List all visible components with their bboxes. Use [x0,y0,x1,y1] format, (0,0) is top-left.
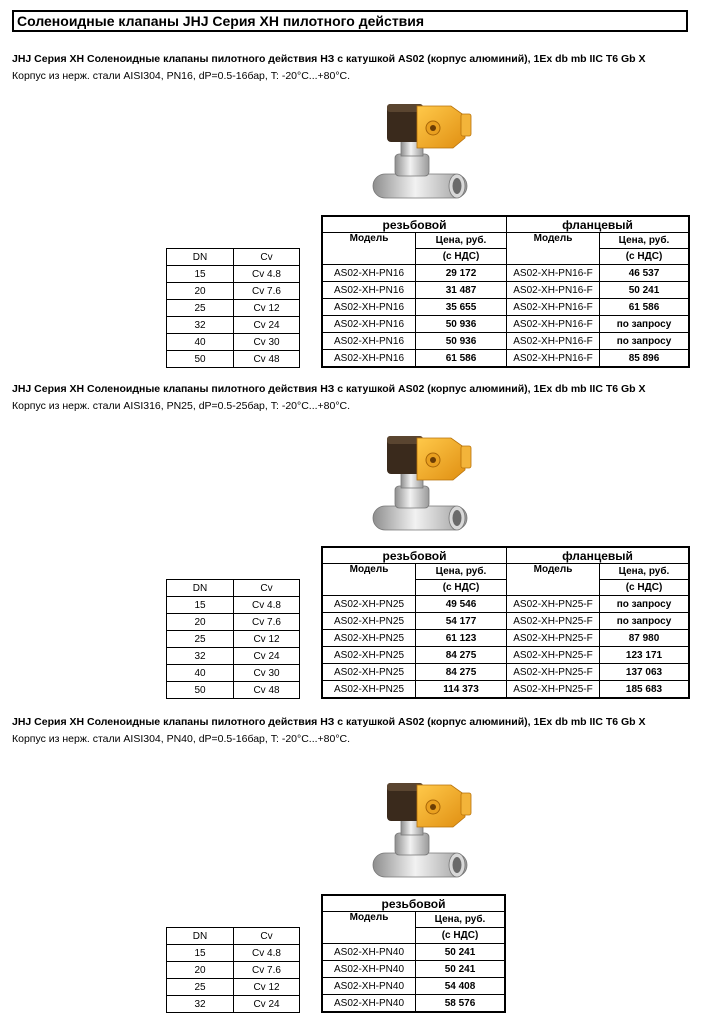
table-row [322,333,689,350]
table-row [167,665,300,682]
table-cell: 15 [167,945,234,962]
group-threaded: резьбовой [322,216,507,233]
table-cell: 32 [167,996,234,1013]
table-cell: 58 576 [416,995,506,1013]
table-cell: Cv 24 [234,317,300,334]
table-cell: Цена, руб. [416,912,506,928]
table-row [322,647,689,664]
table-cell: AS02-XH-PN25-F [507,647,600,664]
table-cell: Cv 30 [234,334,300,351]
table-cell: 15 [167,266,234,283]
table-cell: 137 063 [600,664,690,681]
table-row [167,631,300,648]
table-cell: DN [167,928,234,945]
table-cell: Модель [322,233,416,265]
valve-product-image [365,775,485,885]
table-cell: AS02-XH-PN16-F [507,316,600,333]
table-cell: AS02-XH-PN40 [322,978,416,995]
table-row [322,350,689,368]
table-cell: Цена, руб. [416,233,507,249]
table-cell: AS02-XH-PN40 [322,995,416,1013]
valve-product-image [365,96,485,206]
table-cell: 84 275 [416,647,507,664]
table-row [167,597,300,614]
table-row [322,316,689,333]
table-cell: 54 408 [416,978,506,995]
table-cell: Модель [507,233,600,265]
dn-cv-table [166,579,300,699]
table-row [167,945,300,962]
table-row [167,614,300,631]
section-3-heading: JHJ Серия XH Соленоидные клапаны пилотного действия НЗ с катушкой AS02 (корпус алюминий), 1Ex db mb IIC T6 Gb X [12,716,646,728]
table-cell: 50 241 [416,944,506,961]
table-cell: Cv [234,580,300,597]
table-cell: 114 373 [416,681,507,699]
table-cell: AS02-XH-PN25 [322,630,416,647]
table-cell: AS02-XH-PN16 [322,333,416,350]
section-2-heading: JHJ Серия XH Соленоидные клапаны пилотного действия НЗ с катушкой AS02 (корпус алюминий), 1Ex db mb IIC T6 Gb X [12,383,646,395]
table-cell: AS02-XH-PN25 [322,613,416,630]
table-cell: Цена, руб. [600,233,690,249]
table-cell: AS02-XH-PN25 [322,664,416,681]
dn-cv-table [166,927,300,1013]
table-row [167,334,300,351]
table-cell: Cv 4.8 [234,945,300,962]
table-cell: 15 [167,597,234,614]
table-cell: 20 [167,614,234,631]
table-cell: AS02-XH-PN25-F [507,681,600,699]
table-cell: AS02-XH-PN25-F [507,664,600,681]
table-cell: AS02-XH-PN16-F [507,350,600,368]
table-cell: 50 936 [416,316,507,333]
table-row [167,979,300,996]
table-row [167,682,300,699]
table-row [167,962,300,979]
table-cell: Cv 24 [234,648,300,665]
table-row [167,648,300,665]
table-row [322,961,505,978]
table-cell: 50 241 [416,961,506,978]
section-1-heading: JHJ Серия XH Соленоидные клапаны пилотного действия НЗ с катушкой AS02 (корпус алюминий), 1Ex db mb IIC T6 Gb X [12,53,646,65]
table-cell: Cv 12 [234,979,300,996]
table-cell: Cv 24 [234,996,300,1013]
table-cell: по запросу [600,596,690,613]
table-cell: 61 123 [416,630,507,647]
table-cell: AS02-XH-PN16-F [507,333,600,350]
table-cell: 185 683 [600,681,690,699]
table-cell: 50 936 [416,333,507,350]
table-cell: AS02-XH-PN16 [322,350,416,368]
table-cell: Cv 4.8 [234,266,300,283]
table-cell: Цена, руб. [600,564,690,580]
table-cell: 20 [167,962,234,979]
table-cell: AS02-XH-PN25 [322,681,416,699]
table-cell: Цена, руб. [416,564,507,580]
valve-product-image [365,428,485,538]
table-cell: Cv 12 [234,631,300,648]
table-cell: 87 980 [600,630,690,647]
table-cell: 40 [167,665,234,682]
table-row [167,266,300,283]
table-cell: AS02-XH-PN40 [322,961,416,978]
table-cell: Модель [322,564,416,596]
table-cell: 29 172 [416,265,507,282]
table-cell: DN [167,249,234,266]
table-cell: AS02-XH-PN25 [322,596,416,613]
table-cell: AS02-XH-PN25-F [507,630,600,647]
table-row [167,351,300,368]
table-cell: Cv 12 [234,300,300,317]
table-cell: AS02-XH-PN25 [322,647,416,664]
table-cell: Модель [507,564,600,596]
table-cell: DN [167,580,234,597]
table-cell: 50 [167,351,234,368]
table-cell: Cv 7.6 [234,283,300,300]
table-row [322,596,689,613]
table-cell: 84 275 [416,664,507,681]
table-cell: 123 171 [600,647,690,664]
price-table [321,215,690,368]
table-cell: по запросу [600,613,690,630]
price-table [321,894,506,1013]
table-cell: Модель [322,912,416,944]
table-cell: (с НДС) [600,580,690,596]
price-table [321,546,690,699]
table-cell: AS02-XH-PN16 [322,299,416,316]
table-cell: 20 [167,283,234,300]
table-cell: AS02-XH-PN16-F [507,299,600,316]
table-cell: (с НДС) [416,580,507,596]
table-cell: 25 [167,631,234,648]
table-cell: (с НДС) [416,928,506,944]
table-row [322,613,689,630]
table-row [167,996,300,1013]
table-cell: AS02-XH-PN16 [322,265,416,282]
page-title: Соленоидные клапаны JHJ Серия XH пилотного действия [12,10,688,32]
table-cell: AS02-XH-PN16 [322,282,416,299]
table-cell: Cv [234,928,300,945]
table-cell: (с НДС) [600,249,690,265]
dn-cv-table [166,248,300,368]
group-threaded: резьбовой [322,547,507,564]
table-cell: 35 655 [416,299,507,316]
table-cell: AS02-XH-PN40 [322,944,416,961]
table-cell: AS02-XH-PN16 [322,316,416,333]
table-cell: 61 586 [416,350,507,368]
table-cell: (с НДС) [416,249,507,265]
table-row [322,630,689,647]
table-cell: 49 546 [416,596,507,613]
table-cell: AS02-XH-PN16-F [507,265,600,282]
table-row [167,317,300,334]
section-3-subline: Корпус из нерж. стали AISI304, PN40, dP=0.5-16бар, T: -20°C...+80°C. [12,733,351,745]
group-flanged: фланцевый [507,216,690,233]
table-cell: 54 177 [416,613,507,630]
table-cell: Cv 4.8 [234,597,300,614]
table-cell: Cv 7.6 [234,962,300,979]
section-2-subline: Корпус из нерж. стали AISI316, PN25, dP=0.5-25бар, T: -20°C...+80°C. [12,400,351,412]
table-row [322,282,689,299]
table-row [322,299,689,316]
table-cell: AS02-XH-PN16-F [507,282,600,299]
table-cell: 61 586 [600,299,690,316]
table-cell: Cv 48 [234,682,300,699]
table-row [322,944,505,961]
table-row [167,300,300,317]
table-cell: AS02-XH-PN25-F [507,613,600,630]
table-cell: 50 241 [600,282,690,299]
table-cell: по запросу [600,316,690,333]
table-cell: 85 896 [600,350,690,368]
table-row [322,978,505,995]
section-1-subline: Корпус из нерж. стали AISI304, PN16, dP=0.5-16бар, T: -20°C...+80°C. [12,70,351,82]
group-flanged: фланцевый [507,547,690,564]
table-cell: Cv 48 [234,351,300,368]
table-cell: 31 487 [416,282,507,299]
group-threaded: резьбовой [322,895,505,912]
table-row [167,283,300,300]
table-cell: 46 537 [600,265,690,282]
table-cell: AS02-XH-PN25-F [507,596,600,613]
table-row [322,681,689,699]
table-cell: 32 [167,317,234,334]
table-cell: 40 [167,334,234,351]
table-cell: 25 [167,979,234,996]
table-row [322,265,689,282]
table-row [322,995,505,1013]
table-cell: по запросу [600,333,690,350]
table-cell: Cv [234,249,300,266]
table-cell: 25 [167,300,234,317]
table-cell: 50 [167,682,234,699]
table-row [322,664,689,681]
table-cell: Cv 30 [234,665,300,682]
table-cell: 32 [167,648,234,665]
table-cell: Cv 7.6 [234,614,300,631]
